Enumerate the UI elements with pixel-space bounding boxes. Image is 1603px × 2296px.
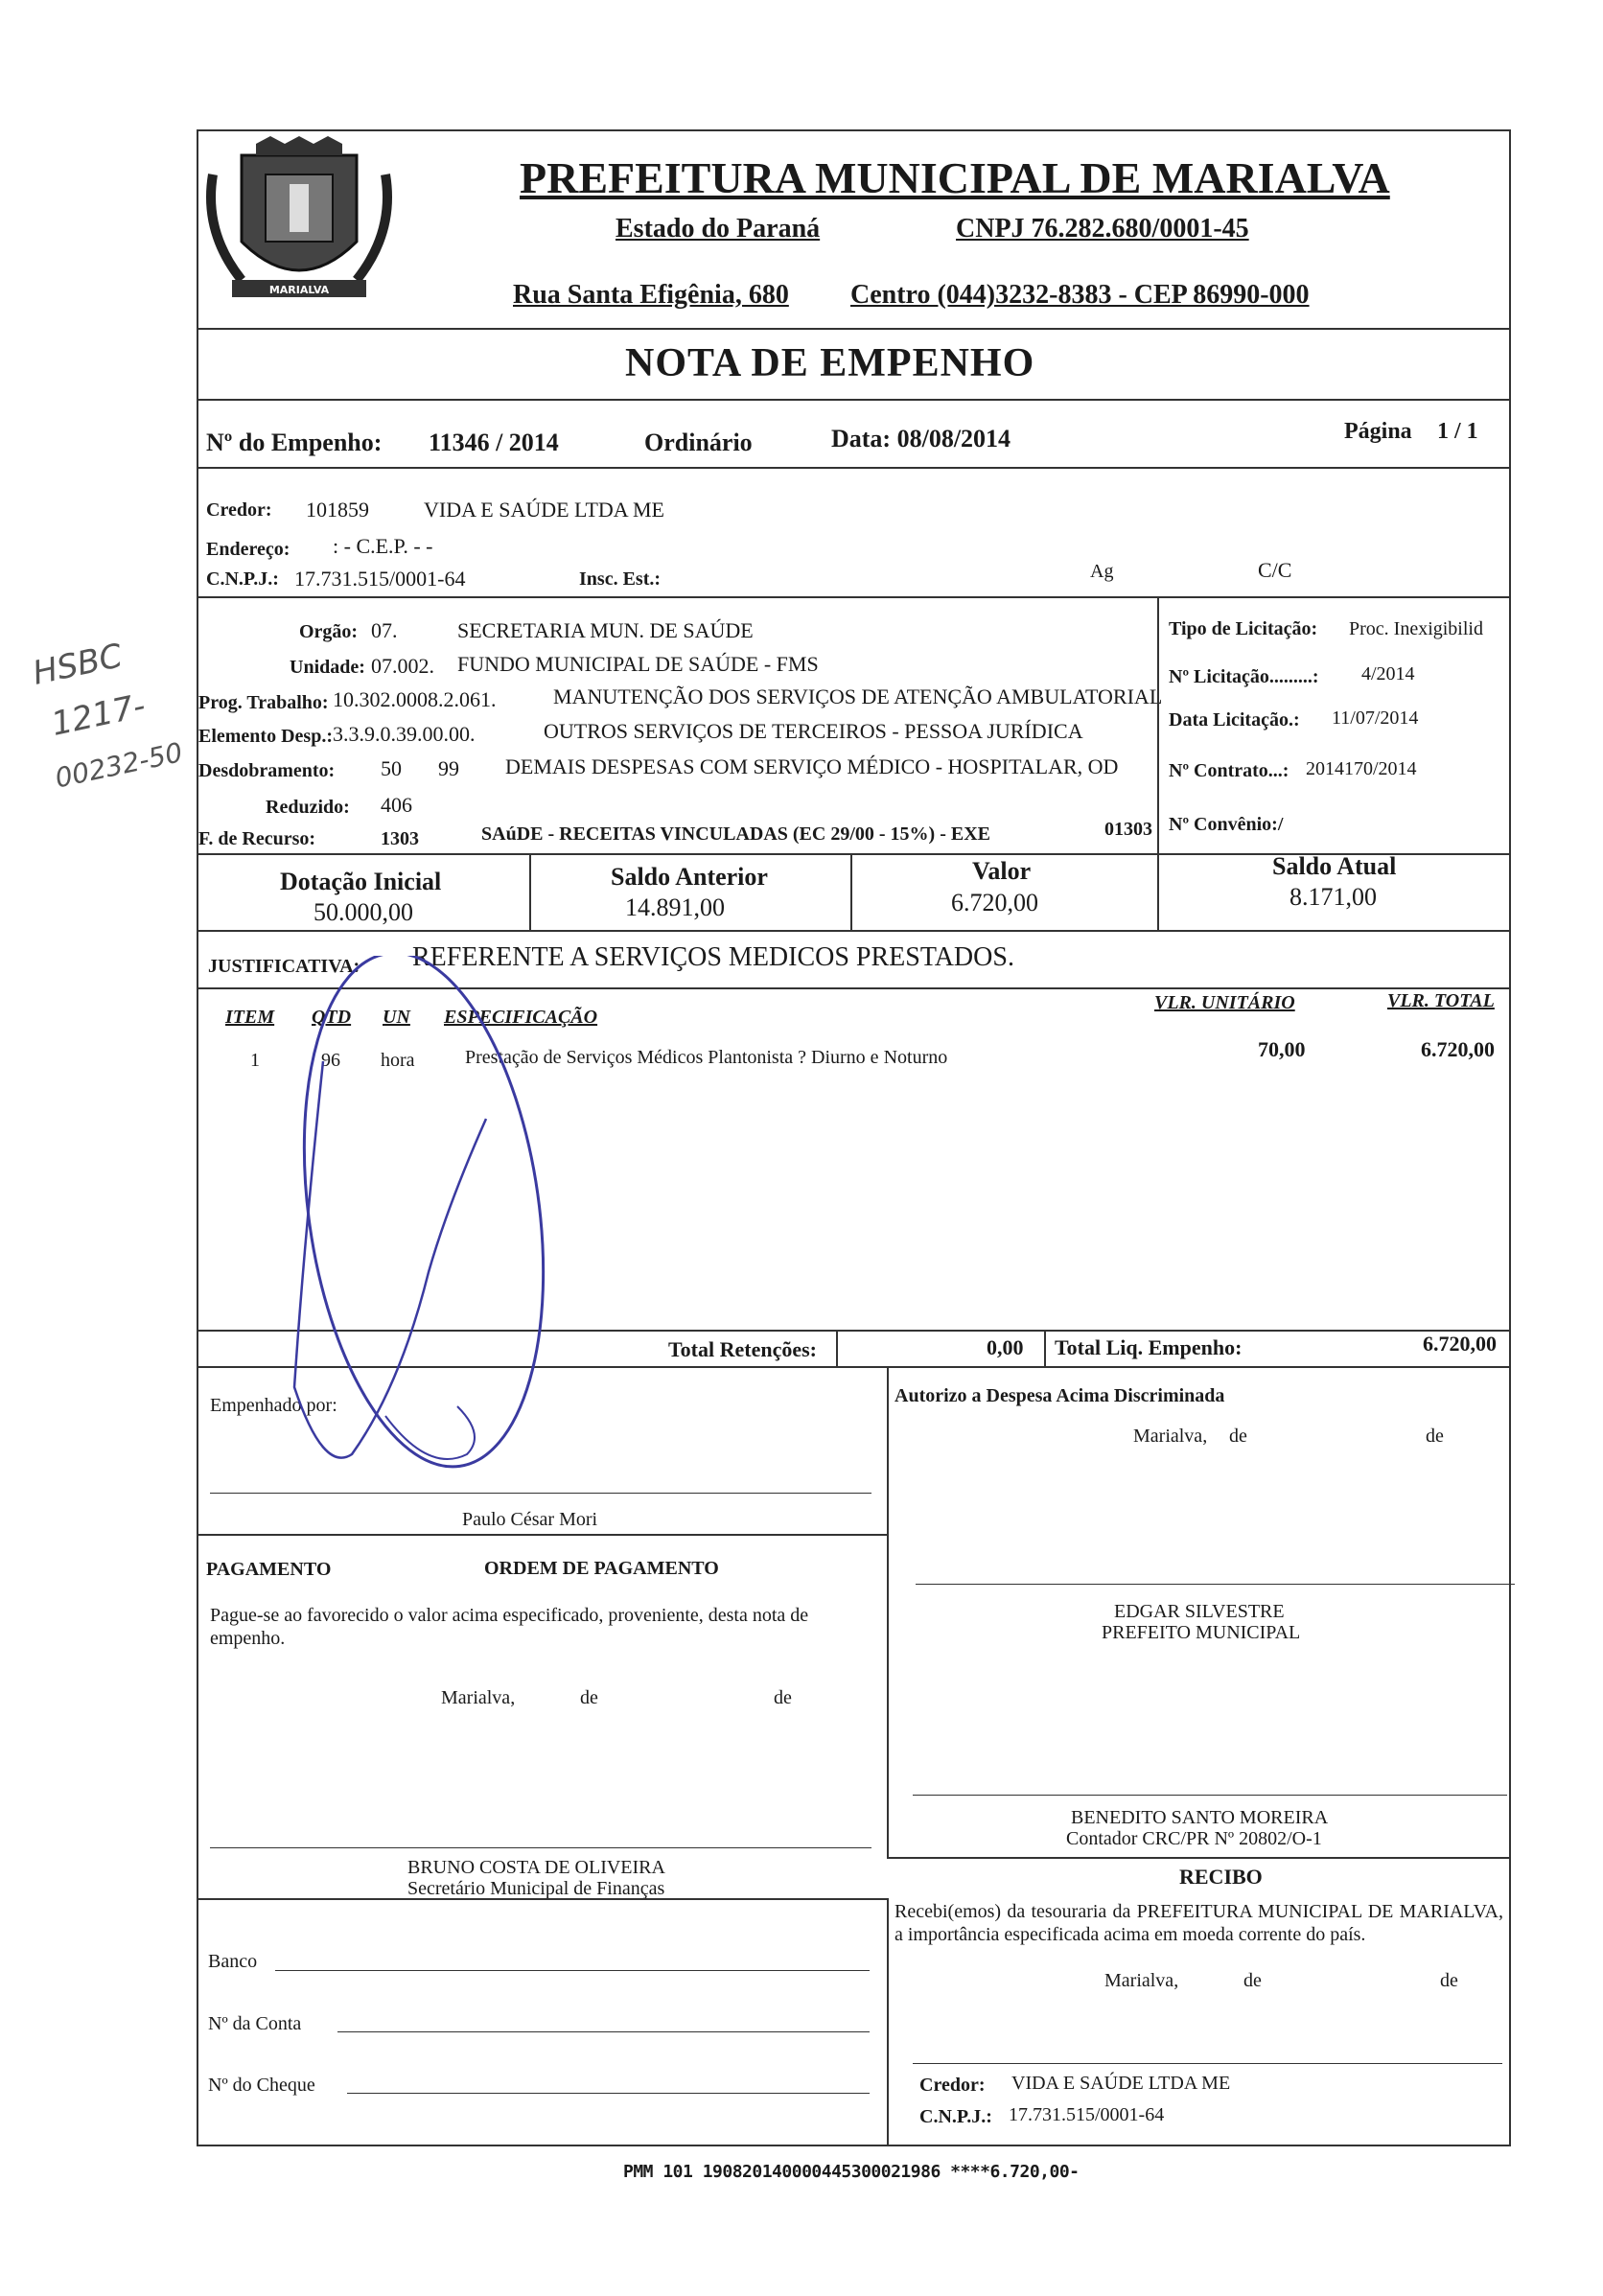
- unidade-label: Unidade:: [290, 657, 365, 678]
- pagina-valor: 1 / 1: [1437, 419, 1478, 444]
- insc-label: Insc. Est.:: [579, 568, 662, 590]
- valor-label: Valor: [972, 857, 1032, 885]
- recibo-marialva: Marialva,: [1104, 1970, 1179, 1991]
- saldo-anterior-label: Saldo Anterior: [611, 863, 768, 891]
- justificativa-texto: REFERENTE A SERVIÇOS MEDICOS PRESTADOS.: [412, 942, 1014, 972]
- recibo-de: de: [1440, 1970, 1458, 1991]
- handwritten-line: 00232-50: [52, 736, 186, 795]
- recibo-cnpj: 17.731.515/0001-64: [1009, 2104, 1165, 2125]
- num-licitacao: 4/2014: [1361, 663, 1415, 684]
- orgao: SECRETARIA MUN. DE SAÚDE: [457, 618, 754, 642]
- item-un: hora: [381, 1050, 415, 1071]
- saldo-anterior: 14.891,00: [625, 893, 725, 921]
- col-qtd: QTD: [312, 1007, 352, 1028]
- dotacao-inicial-label: Dotação Inicial: [280, 868, 442, 895]
- elemento-cod: 3.3.9.0.39.00.00.: [333, 722, 476, 746]
- prefeito-cargo: PREFEITO MUNICIPAL: [1102, 1622, 1301, 1643]
- empenho-data: Data: 08/08/2014: [831, 425, 1011, 452]
- empenhado-nome: Paulo César Mori: [462, 1509, 598, 1530]
- secretario-nome: BRUNO COSTA DE OLIVEIRA: [407, 1857, 665, 1878]
- contato-prefeitura: Centro (044)3232-8383 - CEP 86990-000: [850, 280, 1310, 310]
- orgao-label: Orgão:: [299, 621, 359, 642]
- recibo-credor-label: Credor:: [919, 2075, 986, 2096]
- unidade-cod: 07.002.: [371, 654, 434, 678]
- recibo-cnpj-label: C.N.P.J.:: [919, 2106, 992, 2127]
- pagina-label: Página: [1344, 419, 1412, 444]
- recurso: SAúDE - RECEITAS VINCULADAS (EC 29/00 - 15%) - EXE: [481, 823, 990, 845]
- item-vlr-unitario: 70,00: [1258, 1037, 1306, 1061]
- municipal-crest-icon: [203, 136, 395, 309]
- local-data-de: de: [1229, 1426, 1247, 1447]
- justificativa-label: JUSTIFICATIVA:: [208, 956, 360, 977]
- recibo-credor: VIDA E SAÚDE LTDA ME: [1011, 2073, 1231, 2094]
- col-vlr-total: VLR. TOTAL: [1387, 990, 1495, 1011]
- recibo-de: de: [1243, 1970, 1262, 1991]
- item-vlr-total: 6.720,00: [1421, 1037, 1495, 1061]
- item-qtd: 96: [321, 1050, 340, 1071]
- estado: Estado do Paraná: [616, 214, 821, 244]
- col-item: ITEM: [225, 1007, 275, 1028]
- secretario-cargo: Secretário Municipal de Finanças: [407, 1878, 665, 1899]
- rodape-codigo: PMM 101 190820140000445300021986 ****6.720,00-: [623, 2162, 1080, 2182]
- empenhado-label: Empenhado por:: [210, 1395, 337, 1416]
- crest-label: MARIALVA: [268, 284, 330, 296]
- cnpj-prefeitura: CNPJ 76.282.680/0001-45: [956, 214, 1249, 244]
- saldo-atual-label: Saldo Atual: [1272, 852, 1397, 880]
- reduzido: 406: [381, 793, 412, 817]
- recurso-cod: 1303: [381, 828, 419, 849]
- pagamento-label: PAGAMENTO: [206, 1559, 332, 1580]
- prog: MANUTENÇÃO DOS SERVIÇOS DE ATENÇÃO AMBULATORIAL: [553, 684, 1163, 708]
- signature-oval: [198, 956, 697, 1493]
- desdobramento: DEMAIS DESPESAS COM SERVIÇO MÉDICO - HOSPITALAR, OD: [505, 754, 1119, 778]
- credor-codigo: 101859: [306, 498, 369, 522]
- doc-title: NOTA DE EMPENHO: [625, 341, 1035, 385]
- num-licitacao-label: Nº Licitação.........:: [1169, 666, 1319, 687]
- col-especificacao: ESPECIFICAÇÃO: [444, 1007, 598, 1028]
- col-un: UN: [383, 1007, 410, 1028]
- desd-b: 99: [438, 756, 459, 780]
- autorizo-despesa: Autorizo a Despesa Acima Discriminada: [894, 1385, 1225, 1406]
- retencoes: 0,00: [987, 1335, 1024, 1359]
- pag-marialva: Marialva,: [441, 1687, 516, 1708]
- handwritten-note: [28, 621, 188, 805]
- empenho-numero: 11346 / 2014: [429, 429, 559, 456]
- item-especificacao: Prestação de Serviços Médicos Plantonista ? Diurno e Noturno: [465, 1047, 948, 1068]
- saldo-atual: 8.171,00: [1289, 883, 1377, 911]
- endereco-prefeitura: Rua Santa Efigênia, 680: [513, 280, 789, 310]
- elemento: OUTROS SERVIÇOS DE TERCEIROS - PESSOA JURÍDICA: [544, 719, 1083, 743]
- cheque-label: Nº do Cheque: [208, 2075, 315, 2096]
- tipo-licitacao-label: Tipo de Licitação:: [1169, 618, 1318, 639]
- col-vlr-unitario: VLR. UNITÁRIO: [1154, 992, 1295, 1013]
- empenho-label: Nº do Empenho:: [206, 429, 383, 456]
- contrato-label: Nº Contrato...:: [1169, 760, 1289, 781]
- desd-a: 50: [381, 756, 402, 780]
- nota-de-empenho: [197, 129, 1511, 2146]
- ag-label: Ag: [1090, 561, 1114, 582]
- convenio-label: Nº Convênio:/: [1169, 814, 1284, 835]
- recibo-texto: Recebi(emos) da tesouraria da PREFEITURA MUNICIPAL DE MARIALVA, a importância especificada acima em moeda corrente do país.: [894, 1901, 1503, 1945]
- cnpj-label: C.N.P.J.:: [206, 568, 279, 590]
- credor-cnpj: 17.731.515/0001-64: [294, 567, 466, 591]
- conta-label: Nº da Conta: [208, 2013, 302, 2034]
- recibo-titulo: RECIBO: [1179, 1865, 1263, 1889]
- local-data-de: de: [1426, 1426, 1444, 1447]
- local-data-marialva: Marialva,: [1133, 1426, 1208, 1447]
- recurso-label: F. de Recurso:: [198, 828, 316, 849]
- pag-de: de: [580, 1687, 598, 1708]
- tipo-licitacao: Proc. Inexigibilid: [1349, 618, 1483, 639]
- handwritten-line: HSBC: [29, 637, 127, 693]
- recurso-num: 01303: [1104, 819, 1152, 840]
- endereco-label: Endereço:: [206, 539, 290, 560]
- prog-cod: 10.302.0008.2.061.: [333, 687, 497, 711]
- banco-label: Banco: [208, 1951, 258, 1972]
- handwritten-line: 1217-: [48, 686, 150, 744]
- item-num: 1: [250, 1050, 260, 1071]
- prog-label: Prog. Trabalho:: [198, 692, 329, 713]
- liq: 6.720,00: [1423, 1332, 1497, 1356]
- data-licitacao: 11/07/2014: [1332, 707, 1419, 729]
- pag-de: de: [774, 1687, 792, 1708]
- desdobramento-label: Desdobramento:: [198, 760, 336, 781]
- reduzido-label: Reduzido:: [266, 797, 350, 818]
- prefeito-nome: EDGAR SILVESTRE: [1114, 1601, 1285, 1622]
- orgao-cod: 07.: [371, 618, 398, 642]
- liq-label: Total Liq. Empenho:: [1055, 1335, 1243, 1359]
- unidade: FUNDO MUNICIPAL DE SAÚDE - FMS: [457, 652, 819, 676]
- cc-label: C/C: [1258, 558, 1292, 582]
- contador-nome: BENEDITO SANTO MOREIRA: [1071, 1807, 1329, 1828]
- retencoes-label: Total Retenções:: [668, 1337, 817, 1361]
- valor: 6.720,00: [951, 889, 1038, 916]
- data-licitacao-label: Data Licitação.:: [1169, 709, 1300, 731]
- elemento-label: Elemento Desp.:: [198, 726, 333, 747]
- empenho-tipo: Ordinário: [644, 429, 753, 456]
- ordem-pagamento: ORDEM DE PAGAMENTO: [484, 1558, 719, 1579]
- dotacao-inicial: 50.000,00: [314, 898, 413, 926]
- pagamento-texto: Pague-se ao favorecido o valor acima especificado, proveniente, desta nota de empenho.: [210, 1605, 809, 1649]
- credor-label: Credor:: [206, 499, 272, 521]
- prefeitura-title: PREFEITURA MUNICIPAL DE MARIALVA: [520, 153, 1390, 202]
- contador-cargo: Contador CRC/PR Nº 20802/O-1: [1066, 1828, 1322, 1849]
- contrato: 2014170/2014: [1306, 758, 1417, 779]
- credor-endereco: : - C.E.P. - -: [333, 534, 433, 558]
- credor-nome: VIDA E SAÚDE LTDA ME: [424, 498, 664, 522]
